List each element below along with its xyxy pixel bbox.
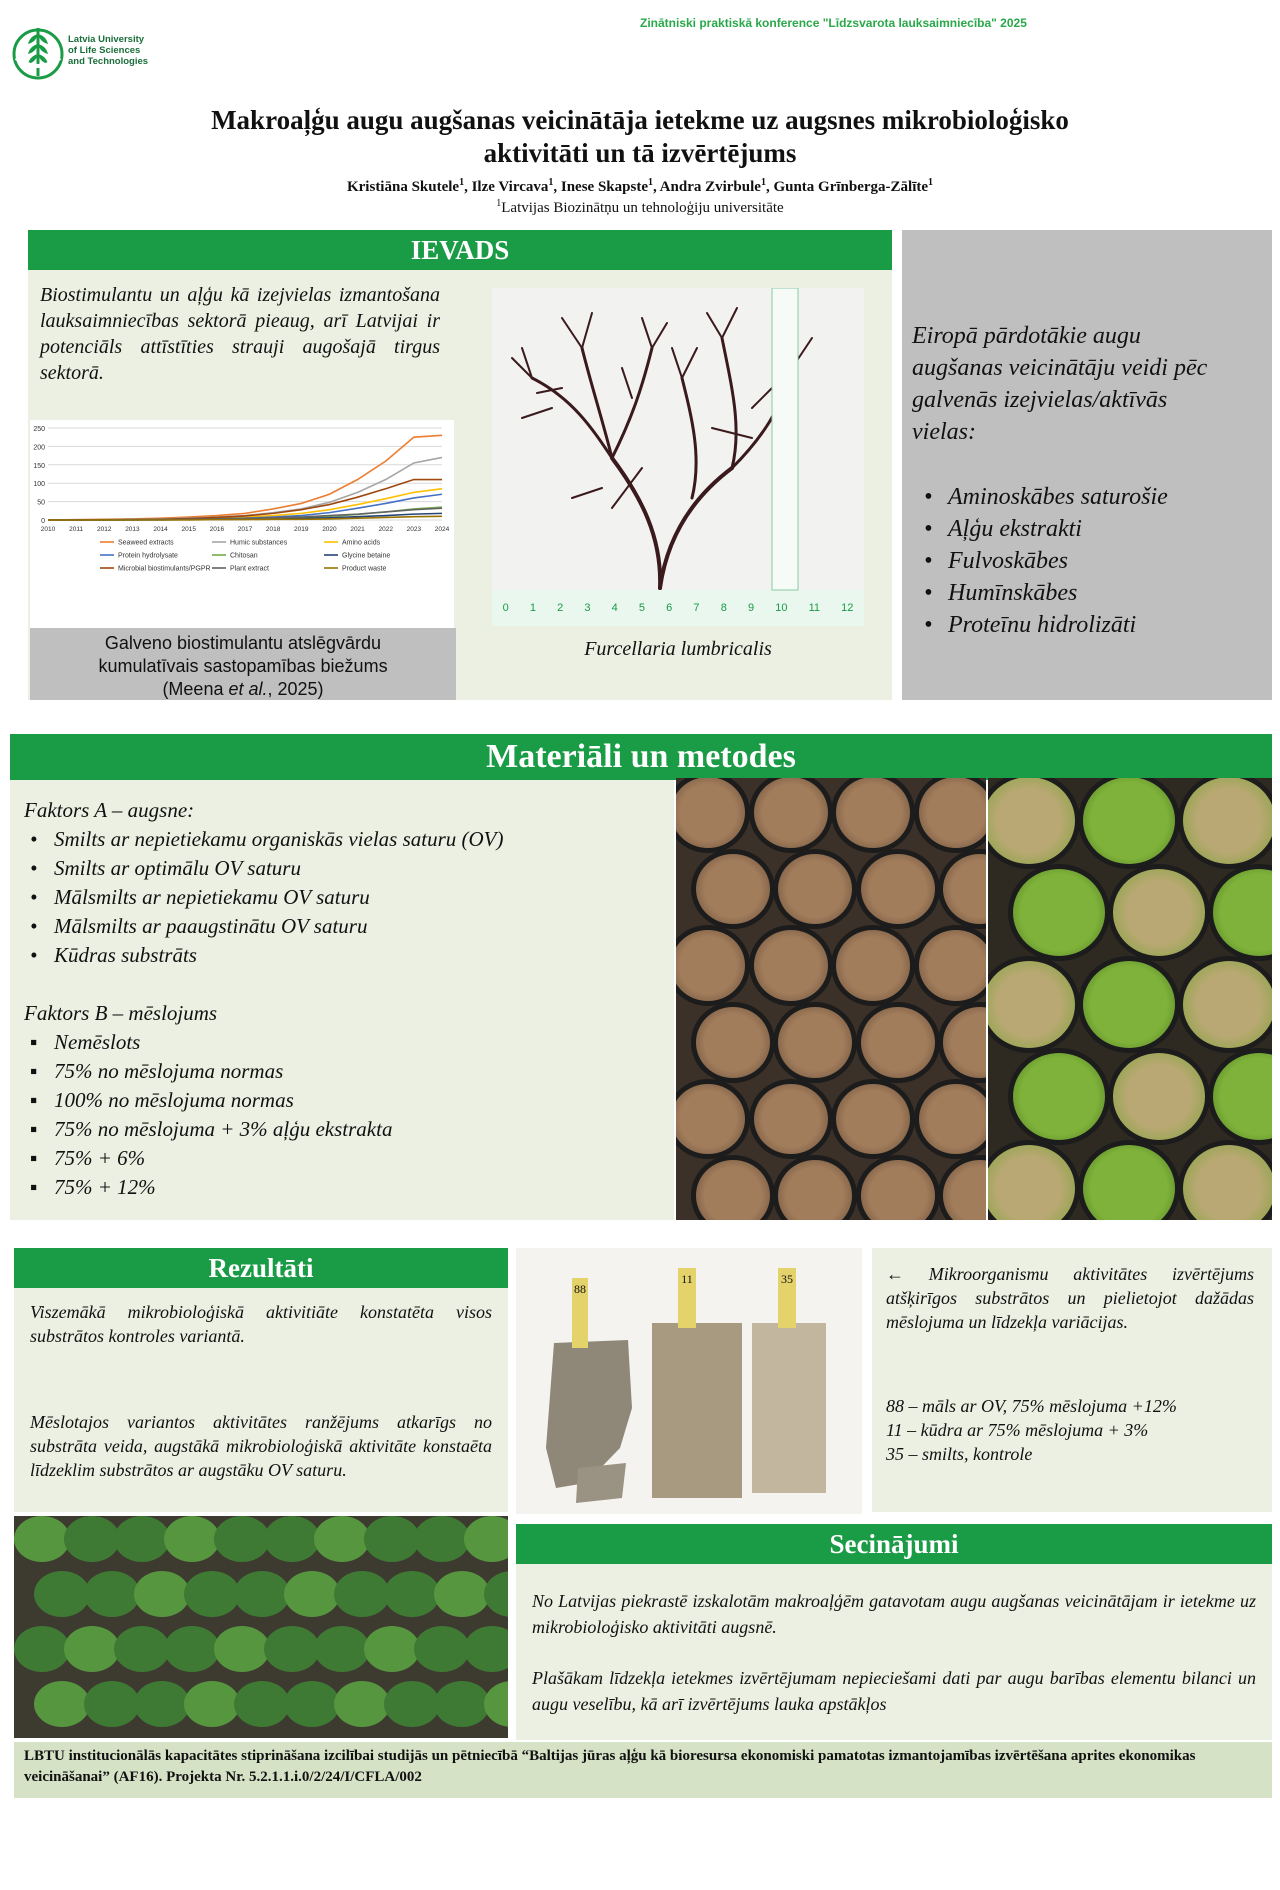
plant-leaf [164,1626,220,1672]
pot [831,925,915,1006]
pot [1108,864,1210,961]
bag-tag-35: 35 [781,1272,793,1286]
legend-label: Microbial biostimulants/PGPR [118,565,211,573]
author: Inese Skapste [560,179,648,195]
bag-tag-88: 88 [574,1282,586,1296]
list-item: ▪ 75% no mēslojuma + 3% aļģu ekstrakta [54,1115,674,1144]
pot [676,925,750,1006]
intro-text: Biostimulantu un aļģu kā izejvielas izmantošana lauksaimniecības sektorā pieaug, arī Latvijai ir potenciāls attīstīties strauji augošajā tirgus sektorā. [40,284,440,384]
plant-leaf [364,1626,420,1672]
conclusions-para-2: Plašākam līdzekļa ietekmes izvērtējumam nepieciešami dati par augu barības elementu bilanci un augu veselību, kā arī izvērtējums lauka apstākļos [532,1668,1256,1714]
affiliation: $^1$Latvijas Biozinātņu un tehnoloģiju universitāte [496,198,784,216]
methods-heading: Materiāli un metodes [10,734,1272,780]
list-item: • Mālsmilts ar paaugstinātu OV saturu [54,912,674,941]
plant-leaf [484,1571,508,1617]
plants-photo [14,1516,508,1738]
results-heading: Rezultāti [14,1248,508,1288]
list-item: • Mālsmilts ar nepietiekamu OV saturu [54,883,674,912]
pot [773,1002,857,1083]
plant-leaf [134,1681,190,1727]
list-item: • Proteīnu hidrolizāti [948,609,1252,641]
plant-leaf [384,1681,440,1727]
plant-leaf [84,1681,140,1727]
intro-right-heading: Eiropā pārdotākie augu augšanas veicinātāju veidi pēc galvenās izejvielas/aktīvās vielas: [912,323,1208,445]
pot [938,1155,986,1220]
pot [856,1002,940,1083]
x-tick-label: 2015 [181,526,196,533]
pot [856,1155,940,1220]
plant-leaf [334,1681,390,1727]
x-tick-label: 2019 [294,526,309,533]
pot [1208,864,1272,961]
list-item: ▪ 75% + 6% [54,1144,674,1173]
plant-leaf [114,1626,170,1672]
plant-leaf [314,1516,370,1562]
list-item: • Kūdras substrāts [54,941,674,970]
plant-leaf [364,1516,420,1562]
y-tick-label: 200 [33,444,45,452]
pot [914,1079,987,1160]
series-line [48,457,442,520]
plant-leaf [214,1516,270,1562]
pot [831,778,915,853]
results-para-2: Mēslotajos variantos aktivitātes ranžējums atkarīgs no substrāta veida, augstākā mikrobioloģiskā aktivitāte konstaēta līdzeklim substrātos ar augstāku OV saturu. [30,1412,492,1480]
plant-leaf [214,1626,270,1672]
plant-leaf [164,1516,220,1562]
pots-photo-right [988,778,1272,1220]
x-tick-label: 2016 [209,526,225,533]
x-tick-label: 2020 [322,526,337,533]
legend-label: Chitosan [230,552,258,560]
legend-label: Product waste [342,565,387,573]
author: Gunta Grīnberga-Zālīte [773,179,929,195]
x-tick-label: 2011 [69,526,84,533]
pot [691,1002,775,1083]
pot [773,1155,857,1220]
pot [1008,1048,1110,1145]
x-tick-label: 2022 [378,526,393,533]
pot [773,849,857,930]
biostimulant-chart [30,420,454,630]
chart-caption: Galveno biostimulantu atslēgvārdu kumulatīvais sastopamības biežums (Meena et al., 2025) [98,633,388,699]
plant-leaf [184,1681,240,1727]
pot [676,778,750,853]
legend-label: Seaweed extracts [118,539,174,547]
poster-title [60,104,1220,170]
list-item: • Fulvoskābes [948,545,1252,577]
university-logo [12,20,172,82]
pot [1178,1140,1272,1220]
plant-leaf [434,1571,490,1617]
wheat-logo-icon [12,20,64,82]
x-tick-label: 2012 [97,526,112,533]
plant-leaf [64,1626,120,1672]
furcellaria-image [492,288,864,626]
intro-heading: IEVADS [28,230,892,270]
x-tick-label: 2021 [350,526,365,533]
author: Kristiāna Skutele [346,179,460,195]
pot [988,956,1080,1053]
conclusions-para-1: No Latvijas piekrastē izskalotām makroaļģēm gatavotam augu augšanas veicinātājam ir ietekme uz mikrobioloģisko aktivitāti augsnē. [532,1591,1256,1637]
plant-leaf [334,1571,390,1617]
legend-line: 35 – smilts, kontrole [886,1444,1033,1464]
authors: Kristiāna Skutele$^1$, Ilze Vircava$^1$, Inese Skapste$^1$, Andra Zvirbule$^1$, Gunta Grīnberga-Zālīte$^1$ [346,177,934,195]
plant-leaf [484,1681,508,1727]
ruler: 0 1 2 3 4 5 6 7 8 9 10 11 12 [502,602,854,614]
plant-leaf [34,1571,90,1617]
pot [1208,1048,1272,1145]
plant-leaf [14,1626,70,1672]
plant-leaf [284,1681,340,1727]
results-legend [886,1394,1256,1466]
pot [691,849,775,930]
pot [749,1079,833,1160]
plant-leaf [434,1681,490,1727]
list-item: ▪ Nemēslots [54,1028,674,1057]
list-item: ▪ 75% no mēslojuma normas [54,1057,674,1086]
plant-leaf [84,1571,140,1617]
legend-label: Plant extract [230,565,269,573]
plant-leaf [34,1681,90,1727]
pot [1008,864,1110,961]
plant-leaf [234,1681,290,1727]
author: Andra Zvirbule [659,179,761,195]
methods-text [24,796,674,1202]
pot [938,1002,986,1083]
bags-photo [516,1248,862,1514]
results-para-1: Viszemākā mikrobioloģiskā aktivitiāte konstatēta visos substrātos kontroles variantā. [30,1302,492,1346]
factor-a-label: Faktors A – augsne: [24,798,195,822]
conference-title: Zinātniski praktiskā konference "Līdzsvarota lauksaimniecība" 2025 [640,16,1027,30]
pot [1078,778,1180,869]
pot [749,778,833,853]
plant-leaf [134,1571,190,1617]
pot [749,925,833,1006]
intro-right-list [912,481,1252,641]
logo-text-line: Latvia University [68,34,145,45]
factor-b-label: Faktors B – mēslojums [24,1001,218,1025]
logo-text-line: of Life Sciences [68,45,141,56]
legend-line: 11 – kūdra ar 75% mēslojuma + 3% [886,1420,1149,1440]
y-tick-label: 150 [33,462,45,470]
plant-leaf [64,1516,120,1562]
pot [1178,778,1272,869]
y-tick-label: 100 [33,481,45,489]
title-line-1: Makroaļģu augu augšanas veicinātāja ietekme uz augsnes mikrobioloģisko [211,105,1069,135]
legend-label: Protein hydrolysate [118,552,178,560]
x-tick-label: 2023 [406,526,422,533]
plant-leaf [264,1626,320,1672]
bags-image [516,1248,862,1514]
list-item: ▪ 100% no mēslojuma normas [54,1086,674,1115]
x-tick-label: 2018 [265,526,281,533]
pot [691,1155,775,1220]
pot [938,849,986,930]
funding-footer: LBTU institucionālās kapacitātes stiprināšana izcilībai studijās un pētniecībā “Baltijas jūras aļģu kā bioresursa ekonomiski pamatotas izmantojamības izvērtēšana aprites ekonomikas veicināšanai” (AF16). Projekta Nr. 5.2.1.1.i.0/2/24/I/CFLA/002 [14,1742,1272,1798]
list-item: ▪ 75% + 12% [54,1173,674,1202]
plant-leaf [14,1516,70,1562]
plant-leaf [464,1626,508,1672]
plant-leaf [234,1571,290,1617]
pot [914,925,987,1006]
plant-leaf [114,1516,170,1562]
list-item: • Smilts ar optimālu OV saturu [54,854,674,883]
x-tick-label: 2014 [153,526,168,533]
logo-text-line: and Technologies [68,56,149,67]
plant-leaf [184,1571,240,1617]
list-item: • Smilts ar nepietiekamu organiskās vielas saturu (OV) [54,825,674,854]
plant-leaf [414,1626,470,1672]
pot [988,778,1080,869]
author: Ilze Vircava [471,179,549,195]
bag-tag-11: 11 [681,1272,693,1286]
results-side-text: ← Mikroorganismu aktivitātes izvērtējums atšķirīgos substrātos un pielietojot dažādas mēslojuma un līdzekļa variācijas. [886,1264,1254,1332]
pot [856,849,940,930]
series-line [48,435,442,520]
y-tick-label: 250 [33,426,45,433]
plant-leaf [314,1626,370,1672]
pots-photo-left [676,778,986,1220]
y-tick-label: 0 [41,518,45,525]
plant-leaf [264,1516,320,1562]
plant-leaf [464,1516,508,1562]
pot [988,1140,1080,1220]
pot [831,1079,915,1160]
plant-leaf [414,1516,470,1562]
plant-leaf [384,1571,440,1617]
list-item: • Aminoskābes saturošie [948,481,1252,513]
legend-label: Humic substances [230,539,288,547]
pot [1178,956,1272,1053]
pot [1108,1048,1210,1145]
conclusions-heading: Secinājumi [516,1524,1272,1564]
pot [1078,956,1180,1053]
title-line-2: aktivitāti un tā izvērtējums [483,138,797,168]
legend-line: 88 – māls ar OV, 75% mēslojuma +12% [886,1396,1177,1416]
list-item: • Aļģu ekstrakti [948,513,1252,545]
x-tick-label: 2017 [237,526,253,533]
legend-label: Glycine betaine [342,552,391,560]
y-tick-label: 50 [37,499,45,507]
legend-label: Amino acids [342,539,381,547]
seaweed-caption: Furcellaria lumbricalis [584,638,772,660]
x-tick-label: 2010 [40,526,56,533]
seaweed-photo [492,288,864,626]
list-item: • Humīnskābes [948,577,1252,609]
x-tick-label: 2013 [125,526,140,533]
plant-leaf [284,1571,340,1617]
pot [914,778,987,853]
pot [1078,1140,1180,1220]
x-tick-label: 2024 [434,526,450,533]
chart-svg [30,420,454,630]
pot [676,1079,750,1160]
